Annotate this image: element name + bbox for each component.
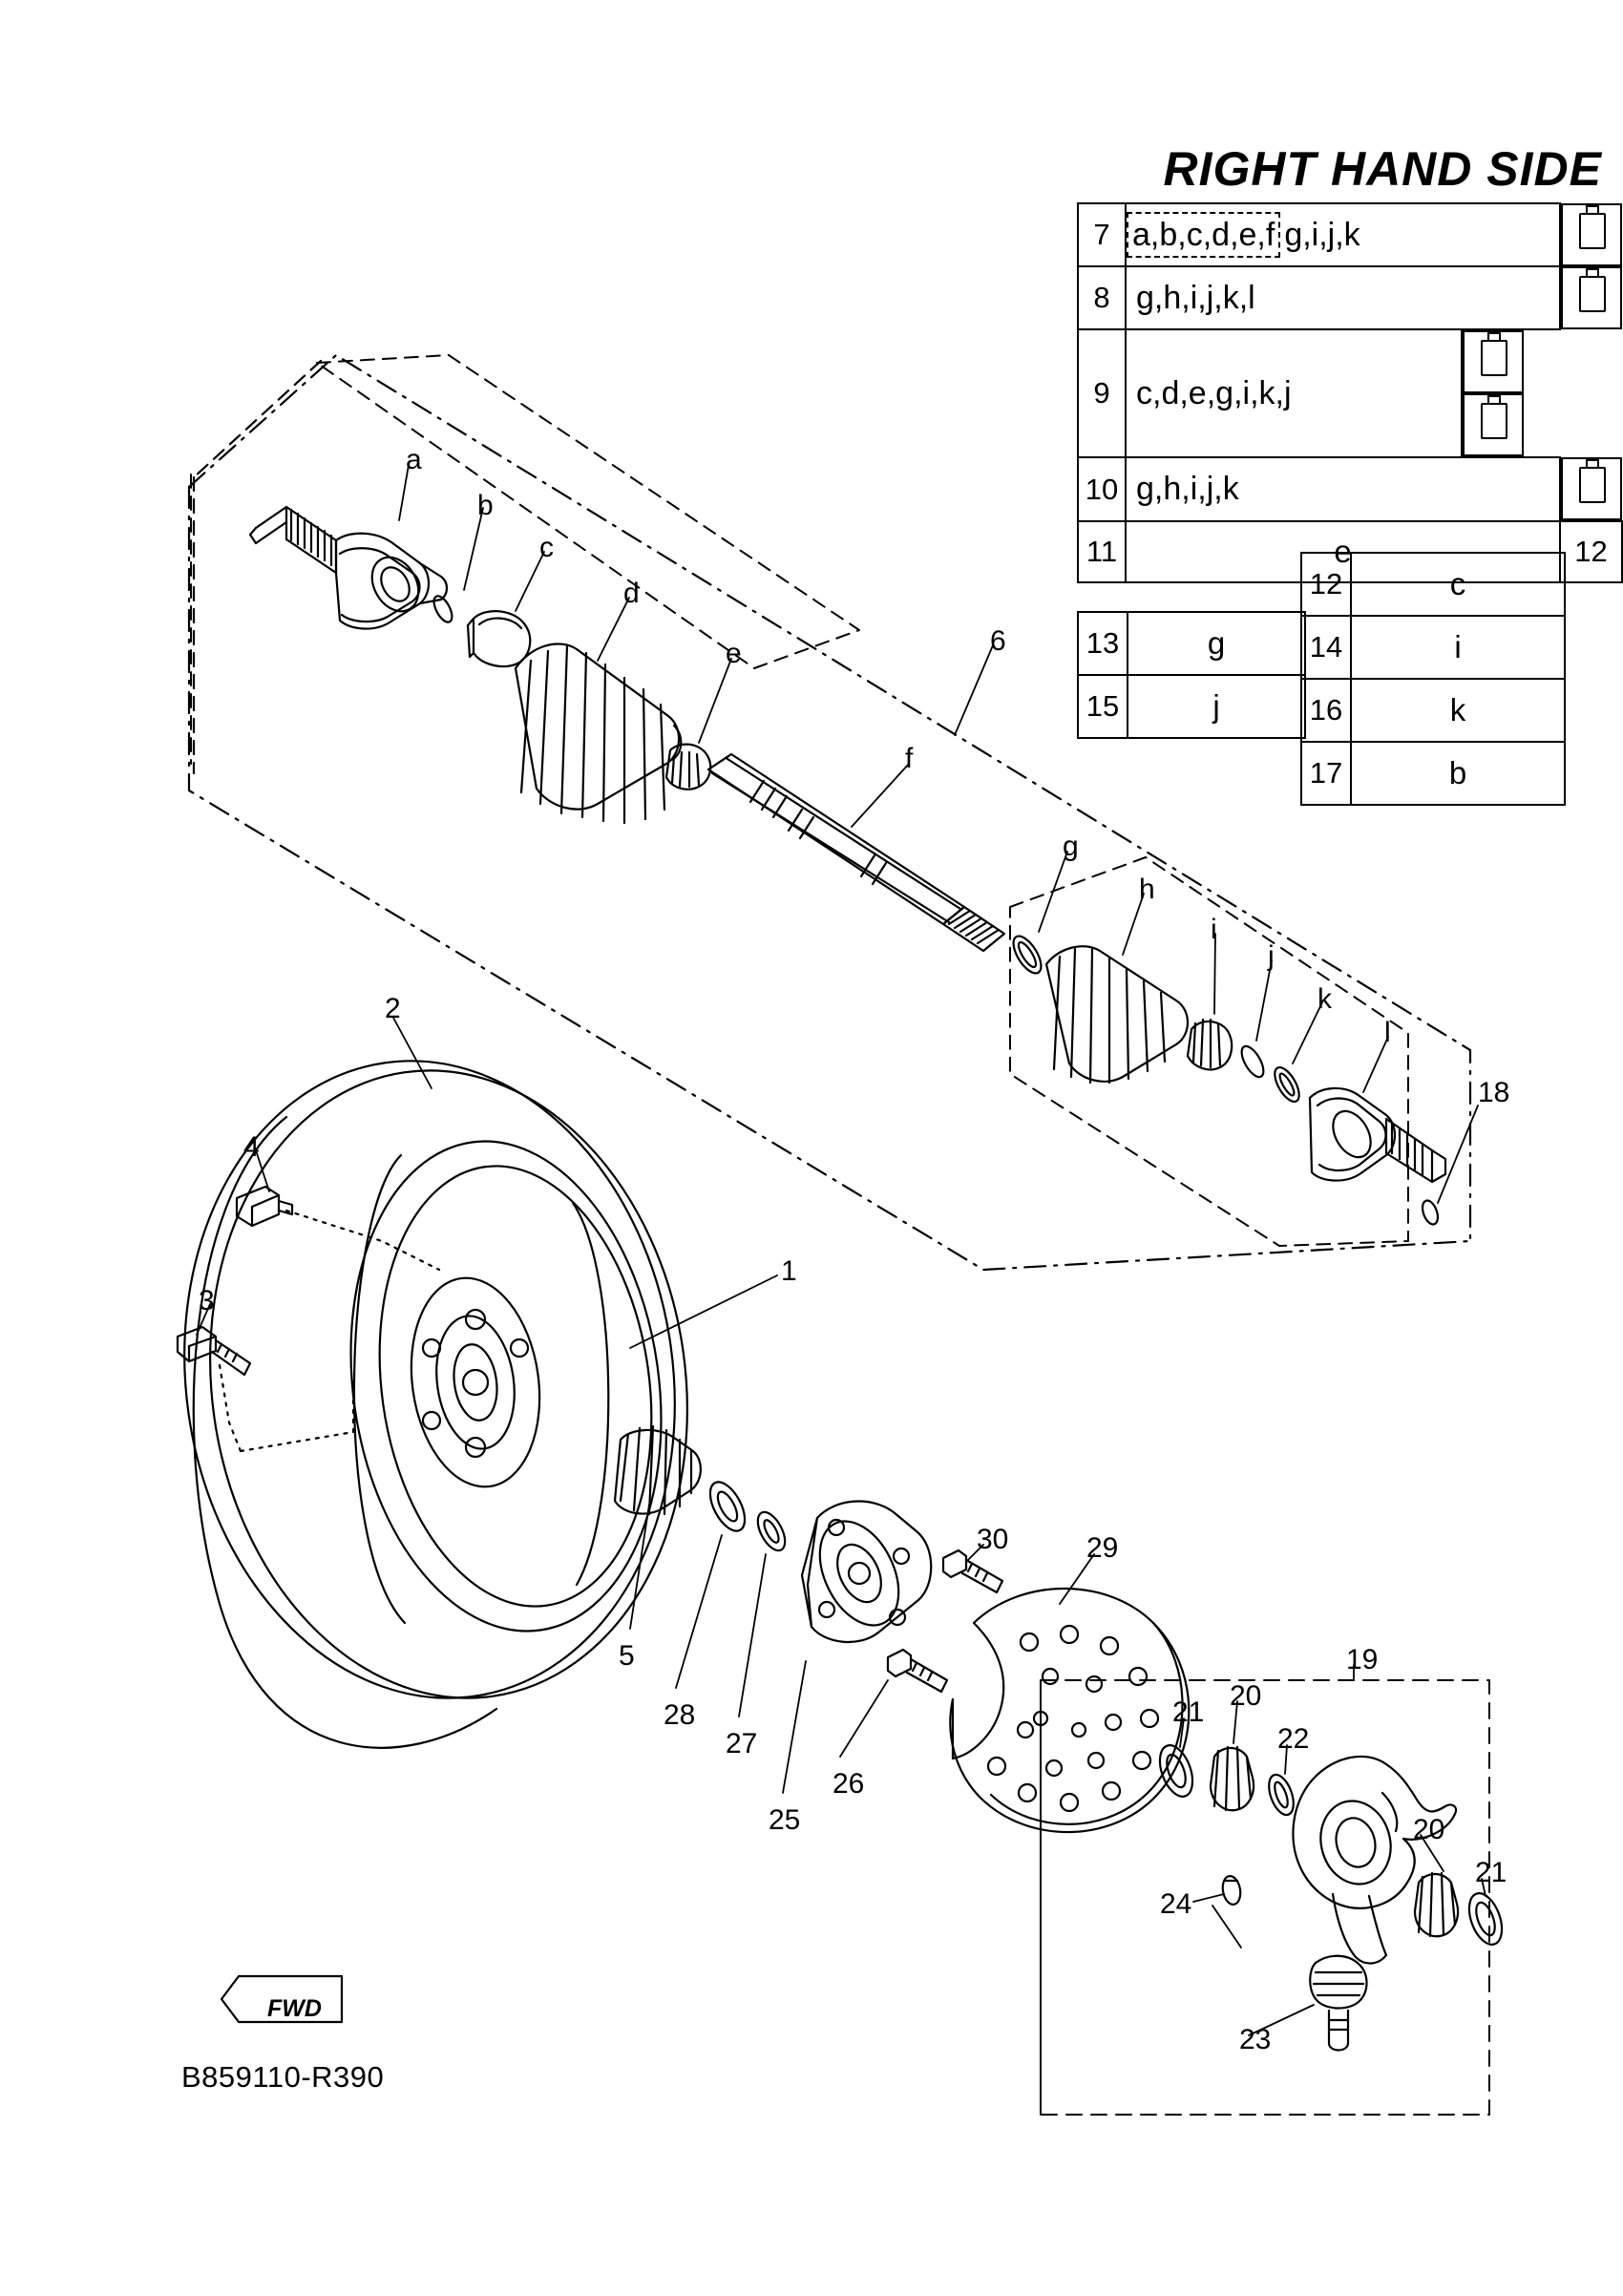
callout-25: 25 (769, 1804, 801, 1836)
legend-row-number-right: 14 (1301, 616, 1351, 679)
callout-22: 22 (1277, 1723, 1310, 1755)
legend-row-number-right: 16 (1301, 679, 1351, 742)
legend-row (1301, 553, 1565, 616)
legend-row (1078, 203, 1622, 266)
grease-tube-icon (1579, 459, 1604, 503)
legend-row-value: e (1126, 521, 1560, 582)
grease-tube-icon (1579, 205, 1604, 249)
grease-tube-cell (1463, 393, 1524, 456)
legend-row-number: 15 (1078, 675, 1128, 738)
callout-a: a (406, 444, 422, 475)
legend-table-left-pairs (1077, 611, 1306, 739)
callout-5: 5 (619, 1640, 635, 1672)
callout-4: 4 (243, 1131, 260, 1163)
callout-26: 26 (833, 1768, 865, 1800)
fwd-arrow-label: FWD (267, 1995, 322, 2022)
legend-row-value-secondary: g,i,j,k (1284, 216, 1360, 253)
callout-21-lower: 21 (1475, 1857, 1507, 1888)
legend-table (1077, 202, 1623, 583)
legend-row-value: c,d,e,g,i,k,j (1126, 329, 1462, 457)
callout-20-upper: 20 (1230, 1680, 1262, 1712)
callout-28: 28 (664, 1699, 696, 1731)
callout-20-lower: 20 (1413, 1814, 1445, 1845)
callout-e: e (726, 638, 742, 669)
legend-row (1078, 675, 1305, 738)
grease-tube-icon (1481, 332, 1506, 376)
page-title: RIGHT HAND SIDE (1163, 142, 1602, 196)
callout-18: 18 (1478, 1077, 1510, 1108)
legend-row-number: 13 (1078, 612, 1128, 675)
legend-row (1078, 329, 1622, 457)
legend-row-value: g,h,i,j,k,l (1126, 266, 1560, 329)
grease-tube-cell (1561, 203, 1622, 266)
legend-row (1301, 742, 1565, 805)
grease-tube-cell (1561, 457, 1622, 520)
callout-23: 23 (1239, 2024, 1272, 2055)
callout-27: 27 (726, 1728, 758, 1759)
callout-h: h (1139, 874, 1155, 905)
grease-tube-cell (1561, 266, 1622, 329)
legend-row-number: 10 (1078, 457, 1126, 521)
legend-row-value-right: k (1351, 679, 1565, 742)
callout-b: b (477, 490, 494, 521)
callout-j: j (1268, 940, 1275, 972)
callout-d: d (623, 578, 640, 609)
legend-row-value: j (1128, 675, 1305, 738)
grease-tube-icon (1579, 268, 1604, 312)
callout-1: 1 (781, 1255, 797, 1287)
callout-k: k (1317, 983, 1332, 1015)
legend-row-value: a,b,c,d,e,f (1127, 212, 1280, 258)
legend-row-value: g (1128, 612, 1305, 675)
callout-3: 3 (199, 1285, 215, 1317)
callout-g: g (1063, 831, 1079, 862)
callout-6: 6 (990, 625, 1006, 657)
callout-21-upper: 21 (1172, 1696, 1205, 1728)
callout-30: 30 (977, 1524, 1009, 1555)
callout-l: l (1384, 1017, 1391, 1048)
callout-2: 2 (385, 993, 401, 1024)
callout-19: 19 (1346, 1644, 1379, 1675)
legend-table-right (1300, 552, 1566, 806)
legend-row-number-right: 12 (1560, 521, 1622, 582)
legend-row-number: 7 (1078, 203, 1126, 266)
grease-tube-icon (1481, 395, 1506, 439)
callout-i: i (1211, 914, 1217, 945)
grease-tube-cell (1463, 330, 1524, 393)
legend-row-number: 9 (1078, 329, 1126, 457)
callout-c: c (539, 532, 554, 563)
legend-row-number-right: 17 (1301, 742, 1351, 805)
legend-row (1078, 266, 1622, 329)
legend-row-number: 11 (1078, 521, 1126, 582)
part-code: B859110-R390 (181, 2060, 385, 2094)
legend-row (1078, 457, 1622, 521)
legend-row-value: g,h,i,j,k (1126, 457, 1560, 521)
legend-row (1301, 616, 1565, 679)
legend-row-value-right: c (1351, 553, 1565, 616)
callout-f: f (905, 743, 914, 774)
legend-row (1078, 612, 1305, 675)
legend-row-number: 8 (1078, 266, 1126, 329)
legend-row-value-right: i (1351, 616, 1565, 679)
legend-row-value-right: b (1351, 742, 1565, 805)
legend-row-number-right: 12 (1301, 553, 1351, 616)
callout-24: 24 (1160, 1888, 1192, 1920)
callout-29: 29 (1086, 1532, 1119, 1564)
legend-row (1301, 679, 1565, 742)
